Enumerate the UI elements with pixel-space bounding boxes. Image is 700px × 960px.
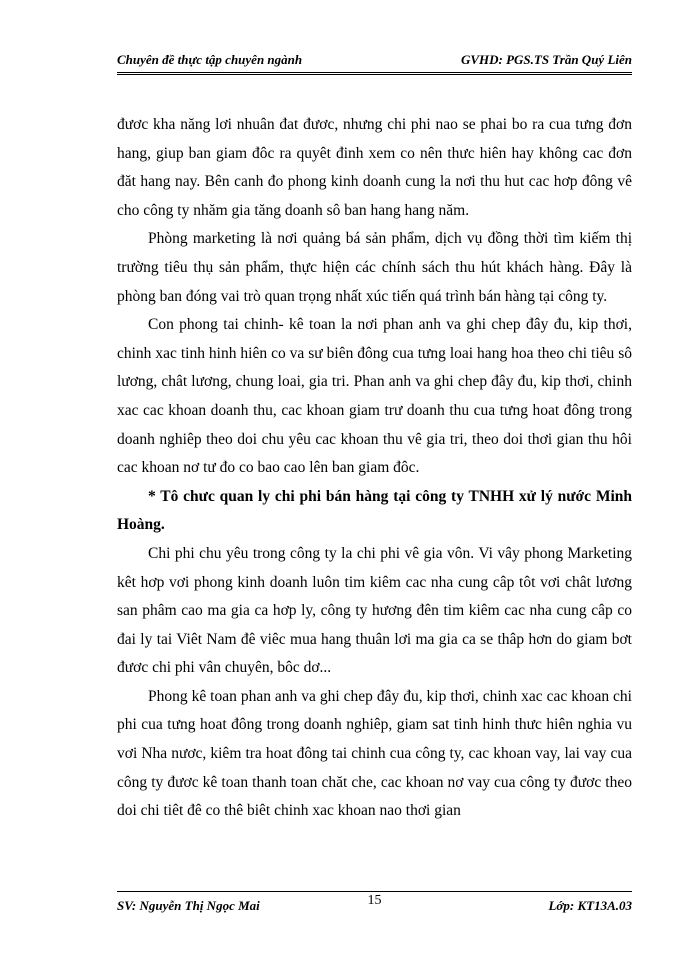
section-heading: * Tô chưc quan ly chi phi bán hàng tại công ty TNHH xử lý nước Minh Hoàng.: [117, 487, 632, 534]
page-body: [117, 111, 632, 826]
page-header: [117, 50, 632, 75]
header-supervisor: GVHD: PGS.TS Trần Quý Liên: [460, 52, 632, 67]
footer-student: SV: Nguyễn Thị Ngọc Mai: [117, 898, 260, 913]
paragraph-finance: Con phong tai chinh- kê toan la nơi phan anh va ghi chep đây đu, kip thơi, chinh xac tinh hinh hiên co va sư biên đông cua tưng loai hang hoa theo chi tiêu sô lương, chât lương, chung loai, gia tri. Phan anh va ghi chep đây đu, kip thơi, chinh xac cac khoan doanh thu, cac khoan giam trư doanh thu cua tưng hoat đông trong doanh nghiêp theo doi chu yêu cac khoan thu vê gia tri, theo doi thơi gian thu hôi cac khoan nơ tư đo co bao cao lên ban giam đôc.: [117, 316, 632, 477]
header-course-title: Chuyên đề thực tập chuyên ngành: [117, 52, 303, 67]
paragraph-continuation: đươc kha năng lơi nhuân đat đươc, nhưng chi phi nao se phai bo ra cua tưng đơn hang, giup ban giam đôc ra quyêt đinh xem co nên thưc hiên hay không cac đơn đăt hang nay. Bên canh đo phong kinh doanh cung la nơi thu hut cac hơp đông vê cho công ty nhăm gia tăng doanh sô ban hang hang năm.: [117, 116, 632, 219]
paragraph-accounting: Phong kê toan phan anh va ghi chep đây đu, kip thơi, chinh xac cac khoan chi phi cua tưng hoat đông trong doanh nghiêp, giam sat tinh hinh thưc hiên nghia vu vơi Nha nươc, kiêm tra hoat đông tai chinh cua công ty, cac khoan vay, lai vay cua công ty đươc kê toan thanh toan chăt che, cac khoan nơ vay cua công ty đươc theo doi chi tiêt đê co thê biêt chinh xac khoan nao thơi gian: [117, 687, 632, 820]
page-number: 15: [367, 893, 382, 908]
paragraph-marketing: Phòng marketing là nơi quảng bá sản phẩm, dịch vụ đồng thời tìm kiếm thị trường tiêu thụ sản phẩm, thực hiện các chính sách thu hút khách hàng. Đây là phòng ban đóng vai trò quan trọng nhất xúc tiến quá trình bán hàng tại công ty.: [117, 230, 632, 305]
page-footer: [117, 891, 632, 918]
paragraph-cost: Chi phi chu yêu trong công ty la chi phi vê gia vôn. Vi vây phong Marketing kêt hơp vơi phong kinh doanh luôn tim kiêm cac nha cung câp tôt vơi chât lương san phâm cao ma gia ca hơp ly, công ty hương đên tim kiêm cac nha cung câp co đai ly tai Viêt Nam đê viêc mua hang thuân lơi ma gia ca se thâp hơn do giam bơt đươc chi phi vân chuyên, bôc dơ...: [117, 544, 632, 677]
footer-class: Lớp: KT13A.03: [548, 898, 632, 913]
